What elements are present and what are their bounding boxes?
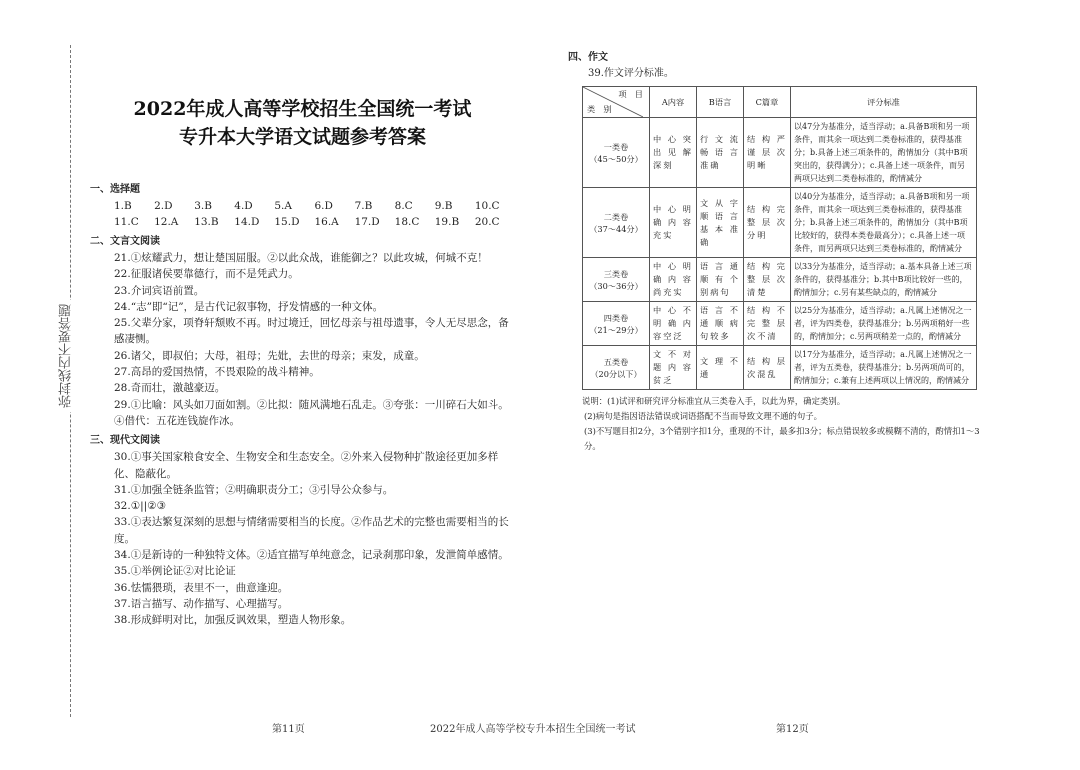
answer-31: 31.①加强全链条监管；②明确职责分工；③引导公众参与。 (114, 483, 394, 496)
footer-page-left: 第11页 (272, 724, 305, 735)
diag-label-items: 项 目 (618, 89, 643, 99)
section-heading-essay: 四、作文 (568, 52, 608, 63)
header-language: B语言 (697, 87, 744, 118)
structure-cell: 结构严谨层次明晰 (744, 118, 791, 188)
category-cell (583, 118, 650, 188)
structure-cell: 结构层次混乱 (744, 346, 791, 390)
page-title: 2022年成人高等学校招生全国统一考试 (133, 98, 472, 120)
note-1: 说明：(1)试评和研究评分标准宜从三类卷入手，以此为界，确定类别。 (582, 396, 846, 406)
category-name: 四类卷 (603, 312, 629, 323)
answer-27: 27.高昂的爱国热情，不畏艰险的战斗精神。 (114, 366, 320, 379)
standard-cell: 以40分为基准分，适当浮动；a.具备B项和另一项条件，而其余一项达到三类卷标准的，获得基准分；b.具备上述三项条件的，酌情加分（其中B项比较好的，获得本类卷最高分）；c.具备上述一项条件，而另两项只达到三类卷标准的，酌情减分 (791, 188, 977, 258)
mcq-answer: 19.B (434, 216, 460, 228)
header-standard: 评分标准 (791, 87, 977, 118)
structure-cell: 结构完整层次清楚 (744, 258, 791, 302)
table-header-row (583, 87, 977, 118)
scoring-notes (582, 394, 982, 454)
seal-line-notice: 弥封线内不要答题 (58, 300, 82, 412)
answer-36: 36.怯懦猥琐，表里不一，曲意逢迎。 (114, 581, 289, 594)
language-cell: 文理不通 (697, 346, 744, 390)
content-cell: 文不对题内容贫乏 (650, 346, 697, 390)
mcq-answer: 12.A (154, 216, 179, 228)
content-cell: 中心突出见解深刻 (650, 118, 697, 188)
mcq-answer: 13.B (194, 216, 219, 228)
mcq-answer: 3.B (194, 200, 212, 212)
note-3: (3)不写题目扣2分，3个错别字扣1分，重现的不计，最多扣3分；标点错误较多或模糊不清的，酌情扣1～3分。 (584, 426, 980, 451)
standard-cell: 以25分为基准分，适当浮动；a.凡属上述情况之一者，评为四类卷，获得基准分；b.另两项稍好一些的，酌情加分；c.另两项稍差一点的，酌情减分 (791, 302, 977, 346)
mcq-answer: 4.D (234, 200, 253, 212)
standard-cell: 以33分为基准分，适当浮动；a.基本具备上述三项条件的，获得基准分；b.其中B项比较好一些的，酌情加分；c.另有某些缺点的，酌情减分 (791, 258, 977, 302)
section-heading-choice: 一、选择题 (90, 184, 140, 195)
question-39: 39.作文评分标准。 (588, 68, 674, 79)
answer-21: 21.①炫耀武力，想让楚国屈服。②以此众战，谁能御之？以此攻城，何城不克！ (114, 252, 488, 264)
mcq-answer: 8.C (394, 200, 413, 212)
category-name: 五类卷 (603, 356, 629, 367)
language-cell: 文从字顺语言基本准确 (697, 188, 744, 258)
table-row (583, 188, 977, 258)
table-row (583, 302, 977, 346)
answer-34: 34.①是新诗的一种独特文体。②适宜描写单纯意念，记录刹那印象，发泄简单感情。 (114, 549, 509, 562)
answer-30: 30.①事关国家粮食安全、生物安全和生态安全。②外来入侵物种扩散途径更加多样化、隐蔽化。 (114, 451, 499, 480)
diag-label-category: 类 别 (587, 104, 612, 114)
category-range: （37～44分） (589, 223, 643, 234)
mcq-answer: 15.D (274, 216, 300, 228)
mcq-row-2 (90, 214, 515, 230)
table-row (583, 346, 977, 390)
page-subtitle: 专升本大学语文试题参考答案 (178, 126, 426, 148)
standard-cell: 以17分为基准分，适当浮动；a.凡属上述情况之一者，评为五类卷，获得基准分；b.另两项尚可的，酌情加分；c.兼有上述两项以上情况的，酌情减分 (791, 346, 977, 390)
answer-29: 29.①比喻：风头如刀面如割。②比拟：随风满地石乱走。③夸张：一川碎石大如斗。④借代：五花连钱旋作冰。 (114, 398, 509, 427)
category-cell (583, 258, 650, 302)
mcq-answer: 17.D (354, 216, 380, 228)
category-range: （21～29分） (589, 324, 643, 335)
mcq-row-1 (90, 198, 515, 214)
mcq-answer: 11.C (114, 216, 139, 228)
answer-35: 35.①举例论证②对比论证 (114, 565, 236, 578)
mcq-answer: 1.B (114, 200, 132, 212)
content-cell: 中心明确内容尚充实 (650, 258, 697, 302)
language-cell: 语言不通顺病句较多 (697, 302, 744, 346)
mcq-answer: 10.C (474, 200, 500, 212)
category-name: 三类卷 (603, 268, 629, 279)
category-cell (583, 346, 650, 390)
category-name: 一类卷 (603, 141, 629, 152)
mcq-answer: 7.B (354, 200, 373, 212)
footer-exam-name: 2022年成人高等学校专升本招生全国统一考试 (430, 724, 636, 735)
category-cell (583, 302, 650, 346)
category-cell (583, 188, 650, 258)
mcq-answer: 20.C (474, 216, 500, 228)
note-2: (2)病句是指因语法错误或词语搭配不当而导致文理不通的句子。 (584, 411, 822, 421)
category-range: （30～36分） (589, 280, 643, 291)
table-row (583, 118, 977, 188)
mcq-answer: 2.D (154, 200, 173, 212)
answer-37: 37.语言描写、动作描写、心理描写。 (114, 597, 289, 610)
header-content: A内容 (650, 87, 697, 118)
section-heading-classical: 二、文言文阅读 (90, 236, 160, 247)
answer-33: 33.①表达繁复深刻的思想与情绪需要相当的长度。②作品艺术的完整也需要相当的长度。 (114, 516, 509, 545)
diagonal-header-cell (583, 87, 650, 118)
structure-cell: 结构完整层次分明 (744, 188, 791, 258)
mcq-answer: 5.A (274, 200, 292, 212)
content-cell: 中心不明确内容空泛 (650, 302, 697, 346)
language-cell: 行文流畅语言准确 (697, 118, 744, 188)
section-heading-modern: 三、现代文阅读 (90, 435, 160, 447)
answer-38: 38.形成鲜明对比，加强反讽效果，塑造人物形象。 (114, 614, 352, 627)
category-name: 二类卷 (603, 211, 629, 222)
footer-page-right: 第12页 (776, 724, 809, 735)
header-structure: C篇章 (744, 87, 791, 118)
mcq-answer: 6.D (314, 200, 333, 212)
content-cell: 中心明确内容充实 (650, 188, 697, 258)
structure-cell: 结构不完整层次不清 (744, 302, 791, 346)
table-row (583, 258, 977, 302)
answer-24: 24.“志”即“记”，是古代记叙事物，抒发情感的一种文体。 (114, 300, 384, 313)
mcq-answer: 9.B (434, 200, 453, 212)
answer-28: 28.奇而壮，激越豪迈。 (114, 382, 226, 395)
right-page (568, 50, 988, 454)
answer-25: 25.父辈分家，项脊轩颓败不再。时过境迁，回忆母亲与祖母遗事，令人无尽思念，备感凄恻。 (114, 317, 509, 346)
left-page (90, 95, 515, 629)
category-range: （45～50分） (589, 153, 643, 164)
language-cell: 语言通顺有个别病句 (697, 258, 744, 302)
answer-23: 23.介词宾语前置。 (114, 284, 205, 297)
answer-22: 22.征服诸侯要靠德行，而不是凭武力。 (114, 268, 299, 281)
mcq-answer: 14.D (234, 216, 260, 228)
essay-scoring-table (582, 86, 977, 390)
category-range: （20分以下） (590, 368, 642, 379)
answer-26: 26.诸父，即叔伯；大母，祖母；先妣，去世的母亲；束发，成童。 (114, 349, 425, 362)
standard-cell: 以47分为基准分，适当浮动；a.具备B项和另一项条件，而其余一项达到二类卷标准的，获得基准分；b.具备上述三项条件的，酌情加分（其中B项突出的，获得满分）；c.具备上述一项条件，而另两项只达到二类卷标准的，酌情减分 (791, 118, 977, 188)
mcq-answer: 16.A (314, 216, 339, 228)
mcq-answer: 18.C (394, 216, 420, 228)
answer-32: 32.①||②③ (114, 500, 167, 513)
